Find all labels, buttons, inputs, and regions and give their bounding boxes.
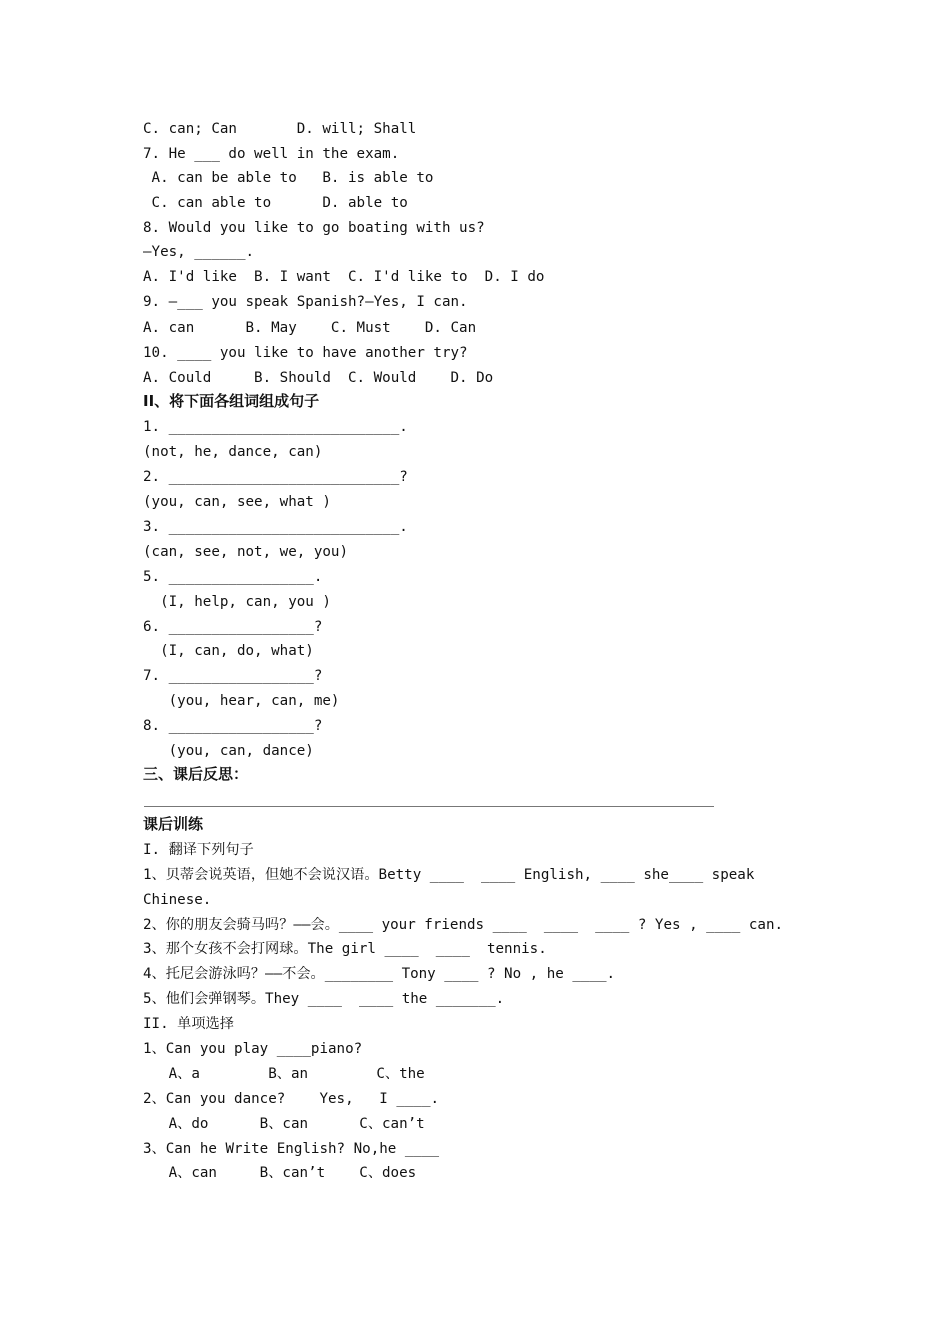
option-line: A. can B. May C. Must D. Can xyxy=(143,320,477,336)
sentence-blank: 8. _________________? xyxy=(143,718,323,734)
option-line: C. can; Can D. will; Shall xyxy=(143,121,417,137)
question-7: 7. He ___ do well in the exam. xyxy=(143,146,400,162)
translation-item: 2、你的朋友会骑马吗？——会。____ your friends ____ ____ ____ ? Yes , ____ can. xyxy=(143,917,784,933)
after-class-heading: 课后训练 xyxy=(143,815,204,833)
word-group: (you, can, dance) xyxy=(143,743,314,759)
section-heading: I. 翻译下列句子 xyxy=(143,842,254,858)
reflection-heading: 三、课后反思： xyxy=(143,765,249,783)
answer-line: —Yes, ______. xyxy=(143,244,255,260)
option-line: A、do B、can C、can’t xyxy=(143,1116,425,1132)
sentence-blank: 5. _________________. xyxy=(143,569,323,585)
question-9: 9. —___ you speak Spanish?—Yes, I can. xyxy=(143,294,468,310)
word-group: (I, help, can, you ) xyxy=(143,594,331,610)
sentence-blank: 2. ___________________________? xyxy=(143,469,408,485)
option-line: C. can able to D. able to xyxy=(143,195,408,211)
choice-question: 3、Can he Write English? No,he ____ xyxy=(143,1141,440,1157)
question-8: 8. Would you like to go boating with us? xyxy=(143,220,485,236)
reflection-answer-line xyxy=(144,806,714,807)
option-line: A、a B、an C、the xyxy=(143,1066,425,1082)
translation-item: 5、他们会弹钢琴。They ____ ____ the _______. xyxy=(143,991,505,1007)
translation-item: 4、托尼会游泳吗？——不会。________ Tony ____ ? No , he ____. xyxy=(143,966,616,982)
translation-item: 1、贝蒂会说英语，但她不会说汉语。Betty ____ ____ English, ____ she____ speak xyxy=(143,867,755,883)
option-line: A. I'd like B. I want C. I'd like to D. I do xyxy=(143,269,545,285)
translation-item: 3、那个女孩不会打网球。The girl ____ ____ tennis. xyxy=(143,941,547,957)
option-line: A、can B、can’t C、does xyxy=(143,1165,417,1181)
translation-item-continued: Chinese. xyxy=(143,892,212,908)
choice-question: 1、Can you play ____piano? xyxy=(143,1041,363,1057)
word-group: (you, hear, can, me) xyxy=(143,693,340,709)
word-group: (you, can, see, what ) xyxy=(143,494,331,510)
choice-question: 2、Can you dance? Yes, I ____. xyxy=(143,1091,440,1107)
sentence-blank: 6. _________________? xyxy=(143,619,323,635)
option-line: A. Could B. Should C. Would D. Do xyxy=(143,370,494,386)
sentence-blank: 3. ___________________________. xyxy=(143,519,408,535)
sentence-blank: 1. ___________________________. xyxy=(143,419,408,435)
option-line: A. can be able to B. is able to xyxy=(143,170,434,186)
section-heading: II. 单项选择 xyxy=(143,1016,234,1032)
section-heading: II、将下面各组词组成句子 xyxy=(143,392,320,410)
word-group: (not, he, dance, can) xyxy=(143,444,323,460)
sentence-blank: 7. _________________? xyxy=(143,668,323,684)
word-group: (I, can, do, what) xyxy=(143,643,314,659)
question-10: 10. ____ you like to have another try? xyxy=(143,345,468,361)
word-group: (can, see, not, we, you) xyxy=(143,544,348,560)
